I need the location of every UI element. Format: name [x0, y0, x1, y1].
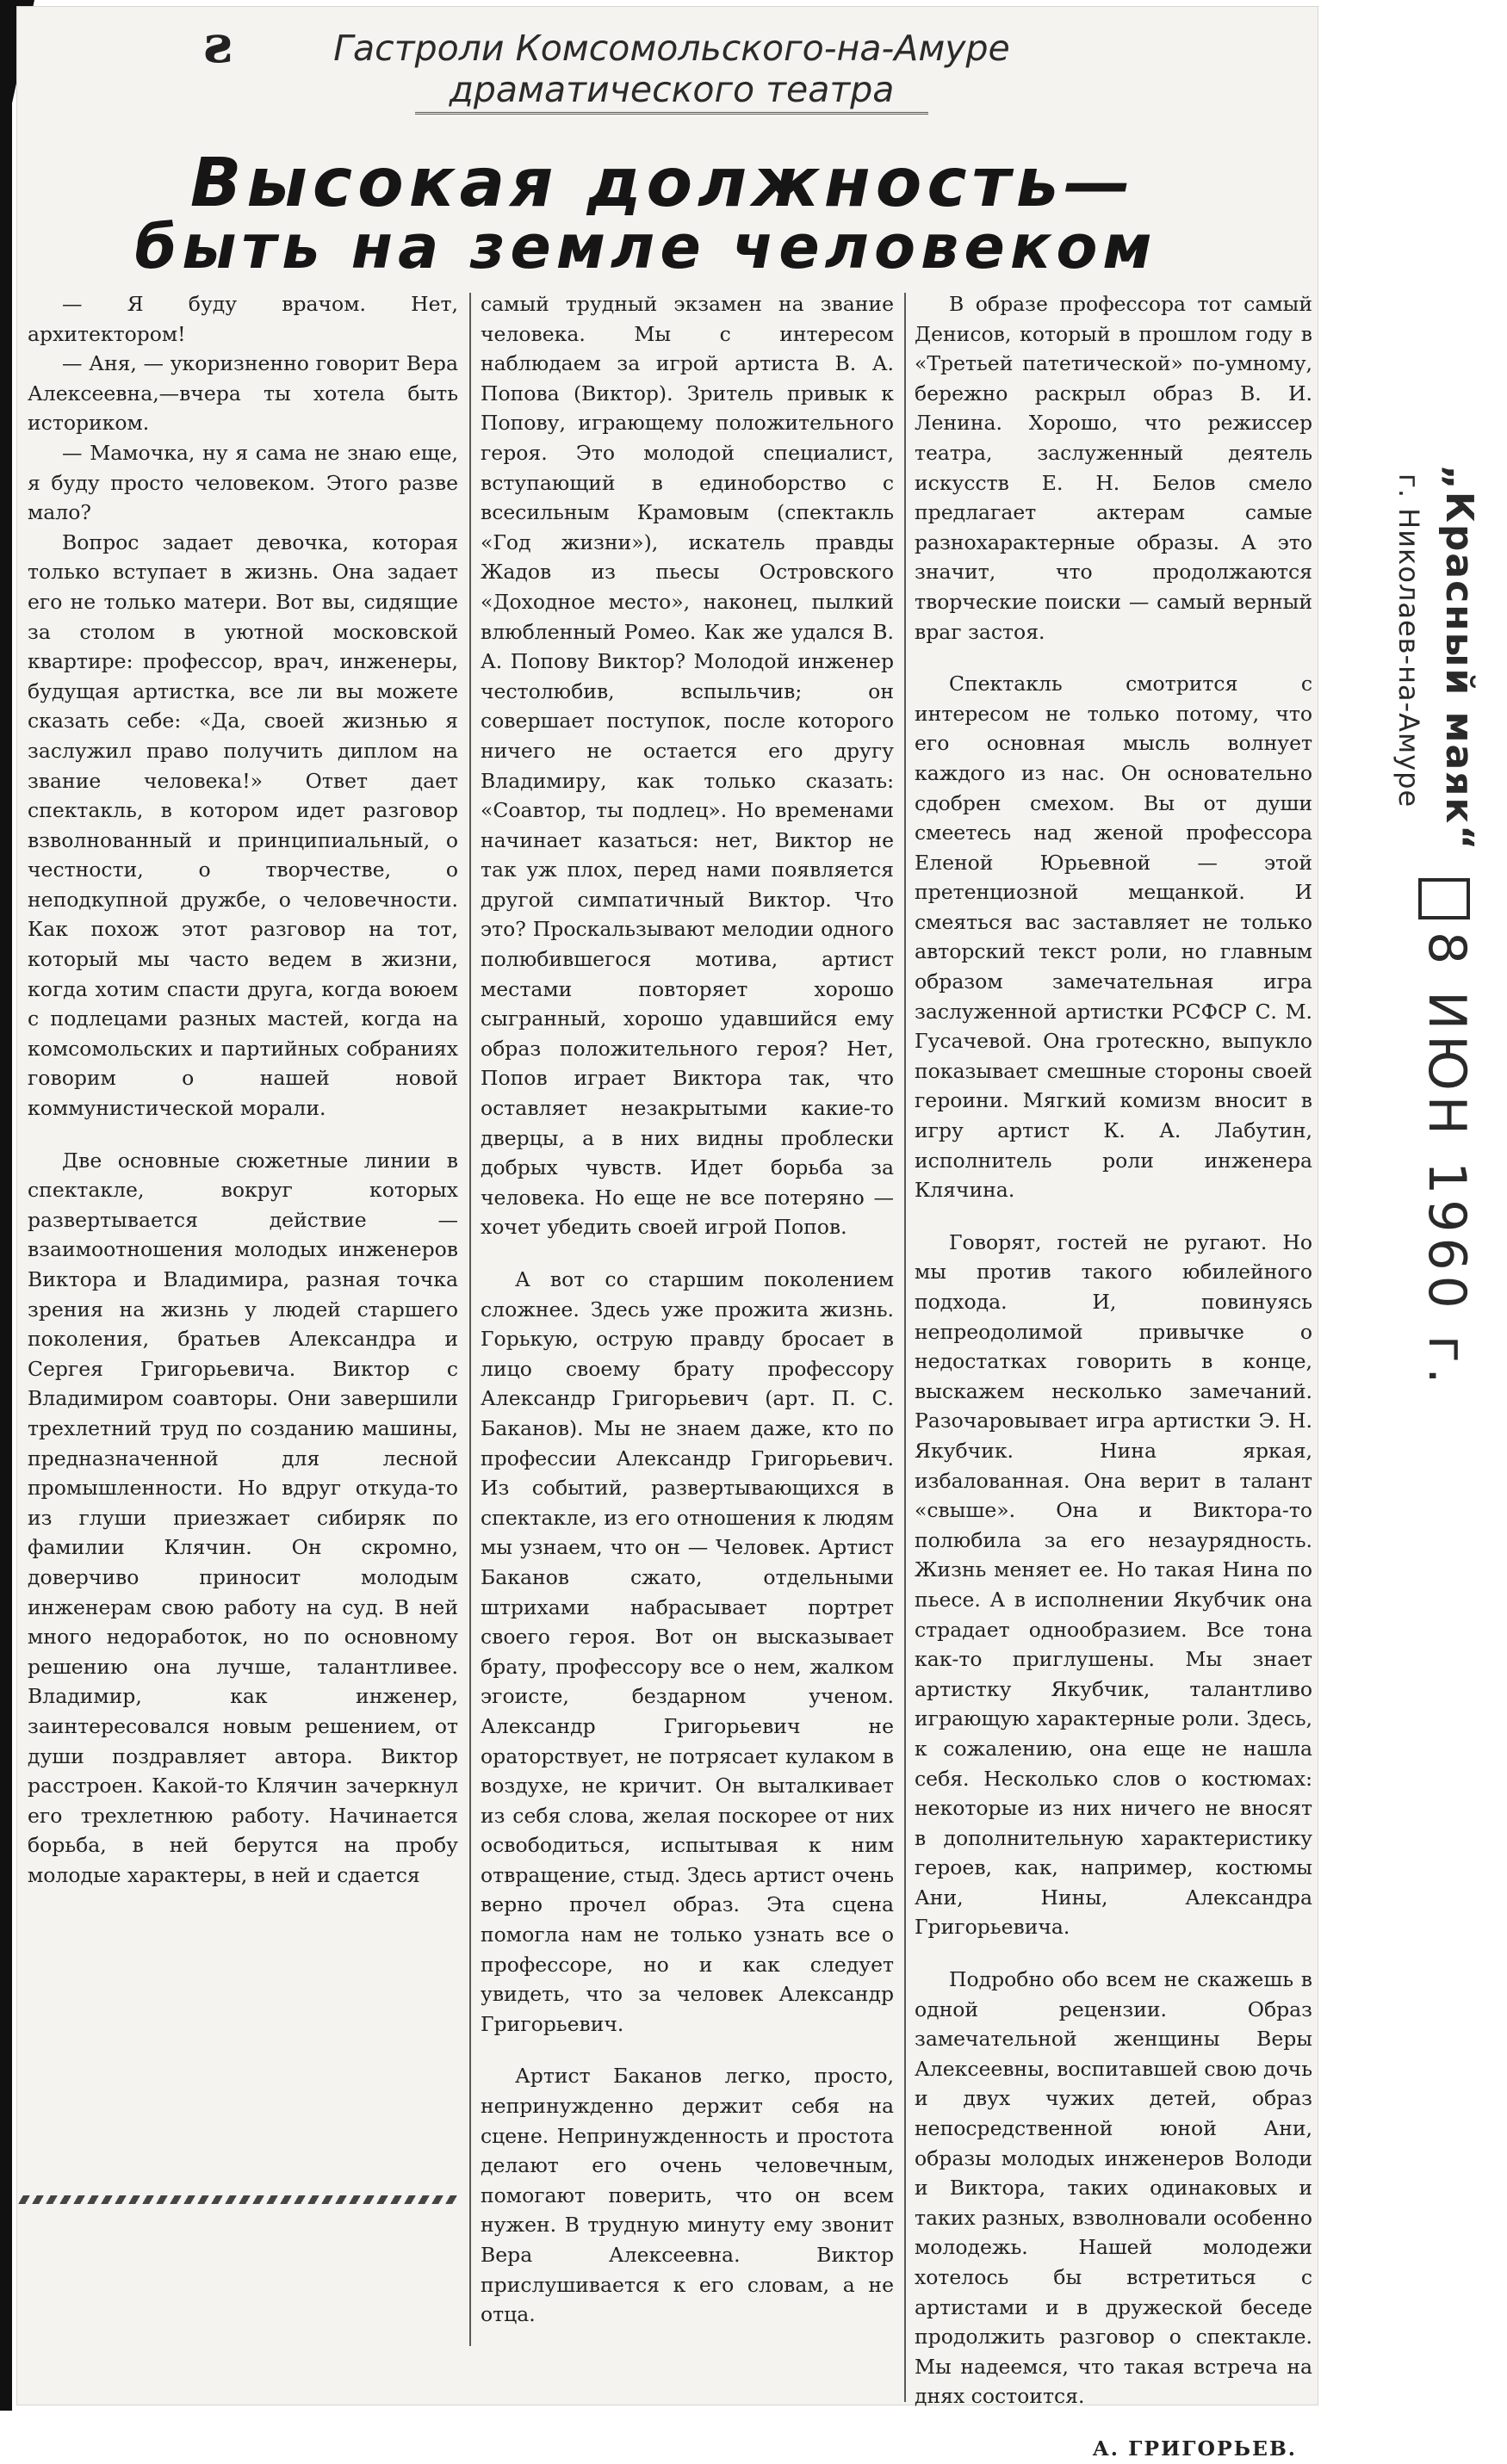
- paragraph: Вопрос задает девочка, которая только вступает в жизнь. Она задает его не только матери. Вот вы, сидящие за столом в уютной московской квартире: профессор, врач, инженеры, будущая артистка, все ли вы можете сказать себе: «Да, своей жизнью я заслужил право получить диплом на звание человека!» Ответ дает спектакль, в котором идет разговор взволнованный и принципиальный, о честности, о творчестве, о неподкупной дружбе, о человечности. Как похож этот разговор на тот, который мы часто ведем в жизни, когда хотим спасти друга, когда воюем с подлецами разных мастей, когда на комсомольских и партийных собраниях говорим о нашей новой коммунистической морали.: [28, 529, 458, 1121]
- stamp-box-icon: [1418, 878, 1470, 919]
- kicker-line-2-text: драматического театра: [415, 69, 929, 115]
- stamp-newspaper-name: „Красный маяк“: [1437, 465, 1481, 852]
- paragraph: Подробно обо всем не скажешь в одной рецензии. Образ замечательной женщины Веры Алексеевны, воспитавшей свою дочь и двух чужих детей, образ непосредственной юной Ани, образы молодых инженеров Володи и Виктора, таких одинаковых и таких разных, взволновали особенно молодежь. Нашей молодежи хотелось бы встретиться с артистами и в дружеской беседе продолжить разговор о спектакле. Мы надеемся, что такая встреча на днях состоится.: [915, 1967, 1312, 2409]
- headline-line-1: Высокая должность—: [189, 145, 1137, 222]
- stamp-date: [1417, 878, 1477, 1389]
- column-divider: [904, 293, 906, 2402]
- article-column-3: [915, 289, 1312, 2464]
- pencil-mark-icon: ƨ: [203, 15, 233, 75]
- headline-line-2: быть на земле человеком: [134, 212, 1157, 282]
- section-separator: [18, 2195, 462, 2204]
- scan-edge-left: [0, 0, 12, 2411]
- library-stamp: [1343, 448, 1498, 1438]
- column-divider: [469, 293, 471, 2346]
- article-column-1: [28, 289, 458, 1890]
- paragraph: А вот со старшим поколением сложнее. Здесь уже прожита жизнь. Горькую, острую правду бросает в лицо своему брату профессору Александр Григорьевич (арт. П. С. Баканов). Мы не знаем даже, кто по профессии Александр Григорьевич. Из событий, развертывающихся в спектакле, из его отношения к людям мы узнаем, что он — Человек. Артист Баканов сжато, отдельными штрихами набрасывает портрет своего героя. Вот он высказывает брату, профессору все о нем, жалком эгоисте, бездарном ученом. Александр Григорьевич не ораторствует, не потрясает кулаком в воздухе, не кричит. Он выталкивает из себя слова, желая поскорее от них освободиться, испытывая к ним отвращение, стыд. Здесь артист очень верно прочел образ. Эта сцена помогла нам не только узнать все о профессоре, но и как следует увидеть, что за человек Александр Григорьевич.: [481, 1267, 894, 2036]
- paragraph: Спектакль смотрится с интересом не только потому, что его основная мысль волнует каждого из нас. Он основательно сдобрен смехом. Вы от души смеетесь над женой профессора Еленой Юрьевной — этой претенциозной мещанкой. И смеяться вас заставляет не только авторский текст роли, но главным образом замечательная игра заслуженной артистки РСФСР С. М. Гусачевой. Она гротескно, выпукло показывает смешные стороны своей героини. Мягкий комизм вносит в игру артист К. А. Лабутин, исполнитель роли инженера Клячина.: [915, 672, 1312, 1203]
- kicker-line-2: [284, 69, 1059, 110]
- paragraph: — Мамочка, ну я сама не знаю еще, я буду просто человеком. Этого разве мало?: [28, 440, 458, 525]
- paragraph: В образе профессора тот самый Денисов, который в прошлом году в «Третьей патетической» по-умному, бережно раскрыл образ В. И. Ленина. Хорошо, что режиссер театра, заслуженный деятель искусств Е. Н. Белов смело предлагает актерам самые разнохарактерные образы. А это значит, что продолжаются творческие поиски — самый верный враг застоя.: [915, 292, 1312, 644]
- kicker-line-1: Гастроли Комсомольского-на-Амуре: [333, 28, 1010, 69]
- stamp-date-text: 8 ИЮН 1960 г.: [1417, 932, 1477, 1390]
- paragraph: Две основные сюжетные линии в спектакле, вокруг которых развертывается действие — взаимоотношения молодых инженеров Виктора и Владимира, разная точка зрения на жизнь у людей старшего поколения, братьев Александра и Сергея Григорьевича. Виктор с Владимиром соавторы. Они завершили трехлетний труд по созданию машины, предназначенной для лесной промышленности. Но вдруг откуда-то из глуши приезжает сибиряк по фамилии Клячин. Он скромно, доверчиво приносит молодым инженерам свою работу на суд. В ней много недоработок, но по основному решению она лучше, талантливее. Владимир, как инженер, заинтересовался новым решением, от души поздравляет автора. Виктор расстроен. Какой-то Клячин зачеркнул его трехлетнюю работу. Начинается борьба, в ней берутся на пробу молодые характеры, в ней и сдается: [28, 1148, 458, 1887]
- paragraph: Артист Баканов легко, просто, непринужденно держит себя на сцене. Непринужденность и простота делают его очень человечным, помогают поверить, что он всем нужен. В трудную минуту ему звонит Вера Алексеевна. Виктор прислушивается к его словам, а не отца.: [481, 2064, 894, 2327]
- stamp-city: г. Николаев-на-Амуре: [1392, 474, 1425, 808]
- article-column-2: [481, 289, 894, 2330]
- author-signature: А. ГРИГОРЬЕВ.: [1092, 2436, 1297, 2461]
- paragraph: — Я буду врачом. Нет, архитектором!: [28, 292, 458, 346]
- paragraph: самый трудный экзамен на звание человека. Мы с интересом наблюдаем за игрой артиста В. А. Попова (Виктор). Зритель привык к Попову, играющему положительного героя. Это молодой специалист, вступающий в единоборство с всесильным Крамовым (спектакль «Год жизни»), искатель правды Жадов из пьесы Островского «Доходное место», наконец, пылкий влюбленный Ромео. Как же удался В. А. Попову Виктор? Молодой инженер честолюбив, вспыльчив; он совершает поступок, после которого ничего не остается его другу Владимиру, как только сказать: «Соавтор, ты подлец». Но временами начинает казаться: нет, Виктор не так уж плох, перед нами появляется другой симпатичный Виктор. Что это? Проскальзывают мелодии одного полюбившегося мотива, артист местами повторяет хорошо сыгранный, хорошо удавшийся ему образ положительного героя? Нет, Попов играет Виктора так, что оставляет незакрытыми какие-то дверцы, а в них видны проблески добрых чувств. Идет борьба за человека. Но еще не все потеряно — хочет убедить своей игрой Попов.: [481, 292, 894, 1240]
- paragraph: Говорят, гостей не ругают. Но мы против такого юбилейного подхода. И, повинуясь непреодолимой привычке о недостатках говорить в конце, выскажем несколько замечаний. Разочаровывает игра артистки Э. Н. Якубчик. Нина яркая, избалованная. Она верит в талант «свыше». Она и Виктора-то полюбила за его незаурядность. Жизнь меняет ее. Но такая Нина по пьесе. А в исполнении Якубчик она страдает однообразием. Все тона как-то приглушены. Мы знает артистку Якубчик, талантливо играющую характерные роли. Здесь, к сожалению, она еще не нашла себя. Несколько слов о костюмах: некоторые из них ничего не вносят в дополнительную характеристику героев, как, например, костюмы Ани, Нины, Александра Григорьевича.: [915, 1229, 1312, 1940]
- paragraph: — Аня, — укоризненно говорит Вера Алексеевна,—вчера ты хотела быть историком.: [28, 351, 458, 436]
